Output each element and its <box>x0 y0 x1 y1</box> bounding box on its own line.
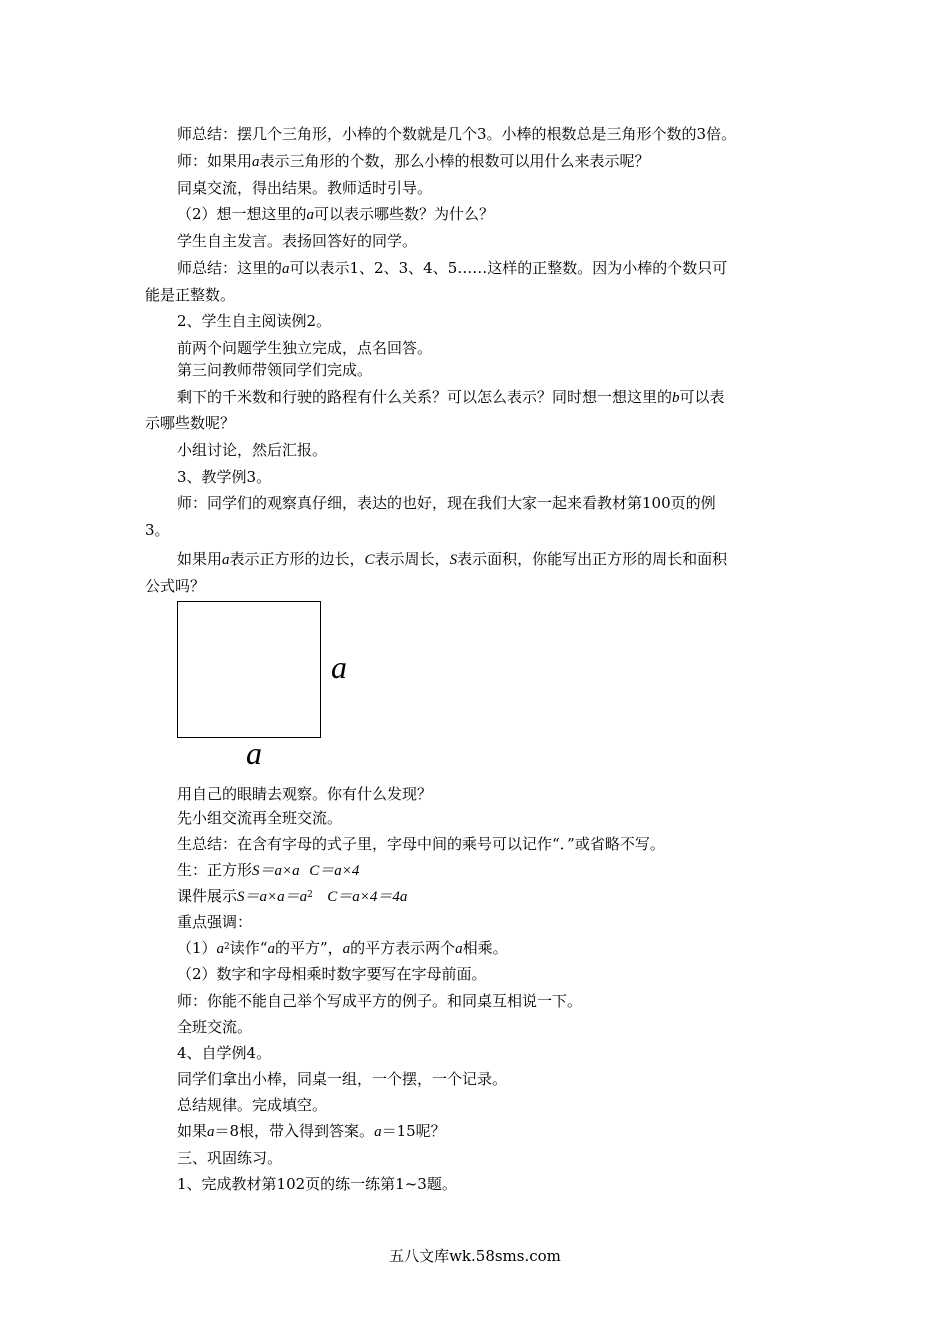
text-line: 第三问教师带领同学们完成。 <box>177 361 373 379</box>
text-line: 先小组交流再全班交流。 <box>177 809 343 827</box>
text-line: （2）想一想这里的a可以表示哪些数？为什么？ <box>177 205 495 223</box>
text-line: 如果a＝8根，带入得到答案。a＝15呢？ <box>177 1122 446 1140</box>
text-line: 师总结：这里的a可以表示1、2、3、4、5……这样的正整数。因为小棒的个数只可 <box>177 259 728 277</box>
page-footer: 五八文库wk.58sms.com <box>389 1247 561 1265</box>
text-line: 学生自主发言。表扬回答好的同学。 <box>177 232 418 250</box>
text-line: 1、完成教材第102页的练一练第1~3题。 <box>177 1175 457 1193</box>
text-line: 小组讨论，然后汇报。 <box>177 441 328 459</box>
square-side-label-right: a <box>331 649 347 685</box>
text-line: 剩下的千米数和行驶的路程有什么关系？可以怎么表示？同时想一想这里的b可以表 <box>177 388 725 406</box>
text-line: 总结规律。完成填空。 <box>177 1096 328 1114</box>
text-line: 师：你能不能自己举个写成平方的例子。和同桌互相说一下。 <box>177 992 583 1010</box>
text-line: 师：同学们的观察真仔细，表达的也好，现在我们大家一起来看教材第100页的例 <box>177 494 716 512</box>
text-line: 全班交流。 <box>177 1018 253 1036</box>
text-line: 同学们拿出小棒，同桌一组，一个摆，一个记录。 <box>177 1070 508 1088</box>
text-line: 公式吗？ <box>145 577 206 595</box>
text-line: 4、自学例4。 <box>177 1044 272 1062</box>
text-line: 三、巩固练习。 <box>177 1149 283 1167</box>
text-line: 3。 <box>145 521 170 539</box>
text-line: 生：正方形S＝a×a C＝a×4 <box>177 861 360 879</box>
square-figure <box>177 601 321 738</box>
text-line: 用自己的眼睛去观察。你有什么发现？ <box>177 785 433 803</box>
square-side-label-bottom: a <box>246 735 262 771</box>
text-line: 生总结：在含有字母的式子里，字母中间的乘号可以记作“．”或省略不写。 <box>177 835 665 853</box>
text-line: 师总结：摆几个三角形，小棒的个数就是几个3。小棒的根数总是三角形个数的3倍。 <box>177 125 737 143</box>
text-line: 重点强调： <box>177 913 253 931</box>
text-line: 师：如果用a表示三角形的个数，那么小棒的根数可以用什么来表示呢？ <box>177 152 650 170</box>
text-line: 3、教学例3。 <box>177 468 272 486</box>
text-line: 示哪些数呢？ <box>145 414 236 432</box>
text-line: （2）数字和字母相乘时数字要写在字母前面。 <box>177 965 487 983</box>
text-line: 能是正整数。 <box>145 286 236 304</box>
text-line: 如果用a表示正方形的边长，C表示周长，S表示面积，你能写出正方形的周长和面积 <box>177 550 728 568</box>
text-line: 课件展示$S=a\times a=a^2$ C＝a×4＝4a <box>177 887 408 905</box>
text-line: 2、学生自主阅读例2。 <box>177 312 332 330</box>
text-line: 前两个问题学生独立完成，点名回答。 <box>177 339 433 357</box>
text-line: $(1)a^2$读作“a的平方”，a的平方表示两个a相乘。 <box>177 939 508 957</box>
text-line: 同桌交流，得出结果。教师适时引导。 <box>177 179 433 197</box>
